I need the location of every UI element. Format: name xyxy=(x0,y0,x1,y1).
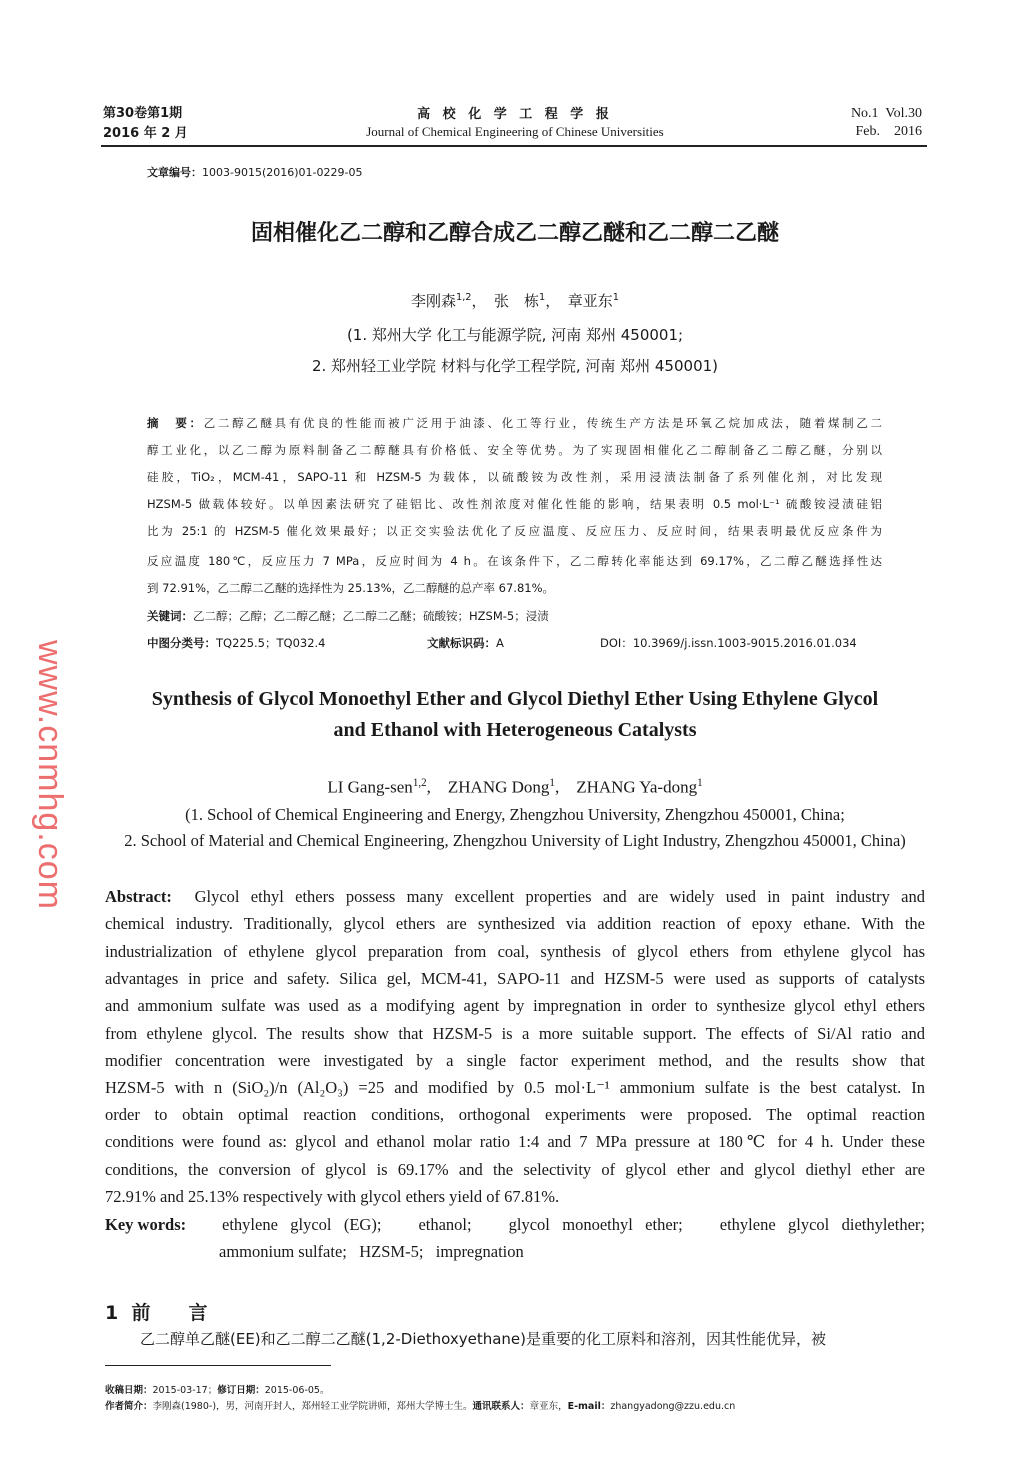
abstract-en-line: Abstract: Glycol ethyl ethers possess many excellent properties and are widely used in paint industry and xyxy=(105,887,925,906)
title-cn: 固相催化乙二醇和乙醇合成乙二醇乙醚和乙二醇二乙醚 xyxy=(250,221,779,246)
issue-en: No.1 Vol.30 xyxy=(850,106,922,121)
abstract-en-line: industrialization of ethylene glycol preparation from coal, synthesis of glycol ethers from ethylene glycol has xyxy=(105,942,925,961)
abstract-cn-line: 比为 25:1 的 HZSM-5 催化效果最好；以正交实验法优化了反应温度、反应压力、反应时间，结果表明最优反应条件为 xyxy=(147,524,882,538)
affiliation-en-1: (1. School of Chemical Engineering and Energy, Zhengzhou University, Zhengzhou 450001, China; xyxy=(185,805,845,824)
article-number xyxy=(147,164,362,180)
abstract-cn-line: 醇工业化，以乙二醇为原料制备乙二醇醚具有价格低、安全等优势。为了实现固相催化乙二醇制备乙二醇乙醚，分别以 xyxy=(147,443,882,457)
section-first-line: 乙二醇单乙醚(EE)和乙二醇二乙醚(1,2-Diethoxyethane)是重要的化工原料和溶剂，因其性能优异，被 xyxy=(140,1330,826,1348)
keywords-en-line: ammonium sulfate; HZSM-5; impregnation xyxy=(219,1242,524,1261)
abstract-en-line: modifier concentration were investigated by a single factor experiment method, and the results show that xyxy=(105,1051,925,1070)
abstract-cn-line: 到 72.91%，乙二醇二乙醚的选择性为 25.13%，乙二醇醚的总产率 67.81%。 xyxy=(147,581,555,595)
abstract-cn-line: 摘 要：乙二醇乙醚具有优良的性能而被广泛用于油漆、化工等行业，传统生产方法是环氧乙烷加成法，随着煤制乙二 xyxy=(147,416,882,430)
date-cn: 2016 年 2 月 xyxy=(103,126,188,141)
watermark: www.cnmhg.com xyxy=(31,640,69,910)
authors-cn: 李刚森$^{1,2}$， 张 栋$^1$， 章亚东$^1$ xyxy=(410,292,620,310)
abstract-cn-line: 反应温度 180℃，反应压力 7 MPa，反应时间为 4 h。在该条件下，乙二醇转化率能达到 69.17%，乙二醇乙醚选择性达 xyxy=(147,554,882,568)
abstract-en-line: chemical industry. Traditionally, glycol ethers are synthesized via addition reaction of epoxy ethane. With the xyxy=(105,914,925,933)
affiliation-cn-2: 2. 郑州轻工业学院 材料与化学工程学院, 河南 郑州 450001) xyxy=(311,357,719,375)
abstract-en-line: and ammonium sulfate was used as a modifying agent by impregnation in order to synthesize glycol ethyl ethers xyxy=(105,996,925,1015)
header-rule xyxy=(101,145,927,147)
footnote-bio: 作者简介：李刚森(1980-)，男，河南开封人，郑州轻工业学院讲师，郑州大学博士生。通讯联系人：章亚东，E-mail：zhangyadong@zzu.edu.cn xyxy=(105,1401,736,1412)
journal-title-cn: 高 校 化 学 工 程 学 报 xyxy=(417,107,613,122)
affiliation-en-2: 2. School of Material and Chemical Engineering, Zhengzhou University of Light Industry, Zhengzhou 450001, China) xyxy=(124,831,906,850)
keywords-en-label: Key words: xyxy=(105,1215,187,1234)
volume-cn: 第30卷第1期 xyxy=(103,106,183,121)
abstract-en-line: conditions were found as: glycol and ethanol molar ratio 1:4 and 7 MPa pressure at 180℃ for 4 h. Under these xyxy=(105,1132,925,1151)
abstract-en-line: from ethylene glycol. The results show that HZSM-5 is a more suitable support. The effects of Si/Al ratio and xyxy=(105,1024,925,1043)
abstract-cn-line: 硅胶，TiO₂，MCM-41，SAPO-11 和 HZSM-5 为载体，以硫酸铵为改性剂，采用浸渍法制备了系列催化剂，对比发现 xyxy=(147,470,882,484)
section-heading: 1 前 言 xyxy=(105,1302,208,1324)
authors-en: LI Gang-sen$^{1,2}$, ZHANG Dong$^1$, ZHANG Ya-dong$^1$ xyxy=(327,777,703,797)
doi: DOI：10.3969/j.issn.1003-9015.2016.01.034 xyxy=(600,636,857,650)
footnote-dates: 收稿日期：2015-03-17；修订日期：2015-06-05。 xyxy=(105,1385,330,1396)
title-en-line-2: and Ethanol with Heterogeneous Catalysts xyxy=(333,719,697,741)
classification: 中图分类号：TQ225.5；TQ032.4 xyxy=(147,636,326,650)
journal-title-en: Journal of Chemical Engineering of Chinese Universities xyxy=(366,124,664,139)
abstract-cn-line: HZSM-5 做载体较好。以单因素法研究了硅铝比、改性剂浓度对催化性能的影响，结果表明 0.5 mol·L⁻¹ 硫酸铵浸渍硅铝 xyxy=(147,497,882,511)
article-number-value: 1003-9015(2016)01-0229-05 xyxy=(202,166,363,179)
abstract-en-line: order to obtain optimal reaction conditions, orthogonal experiments were proposed. The optimal reaction xyxy=(105,1105,925,1124)
keywords-cn: 关键词：乙二醇；乙醇；乙二醇乙醚；乙二醇二乙醚；硫酸铵；HZSM-5；浸渍 xyxy=(147,609,549,623)
document-code: 文献标识码：A xyxy=(427,636,504,650)
abstract-en-line: 72.91% and 25.13% respectively with glycol ethers yield of 67.81%. xyxy=(105,1187,560,1206)
footnote-rule xyxy=(105,1365,331,1366)
abstract-en-line: HZSM-5 with n (SiO₂)/n (Al₂O₃) =25 and modified by 0.5 mol·L⁻¹ ammonium sulfate is the best catalyst. In xyxy=(105,1078,925,1097)
date-en: Feb. 2016 xyxy=(855,124,922,139)
keywords-en-line: ethylene glycol (EG); ethanol; glycol monoethyl ether; ethylene glycol diethylether; xyxy=(222,1215,925,1234)
affiliation-cn-1: (1. 郑州大学 化工与能源学院, 河南 郑州 450001; xyxy=(346,326,684,344)
abstract-en-line: advantages in price and safety. Silica gel, MCM-41, SAPO-11 and HZSM-5 were used as supports of catalysts xyxy=(105,969,925,988)
title-en-line-1: Synthesis of Glycol Monoethyl Ether and Glycol Diethyl Ether Using Ethylene Glycol xyxy=(151,688,879,710)
abstract-en-line: conditions, the conversion of glycol is 69.17% and the selectivity of glycol ether and glycol diethyl ether are xyxy=(105,1160,925,1179)
article-number-label: 文章编号： xyxy=(147,166,202,179)
